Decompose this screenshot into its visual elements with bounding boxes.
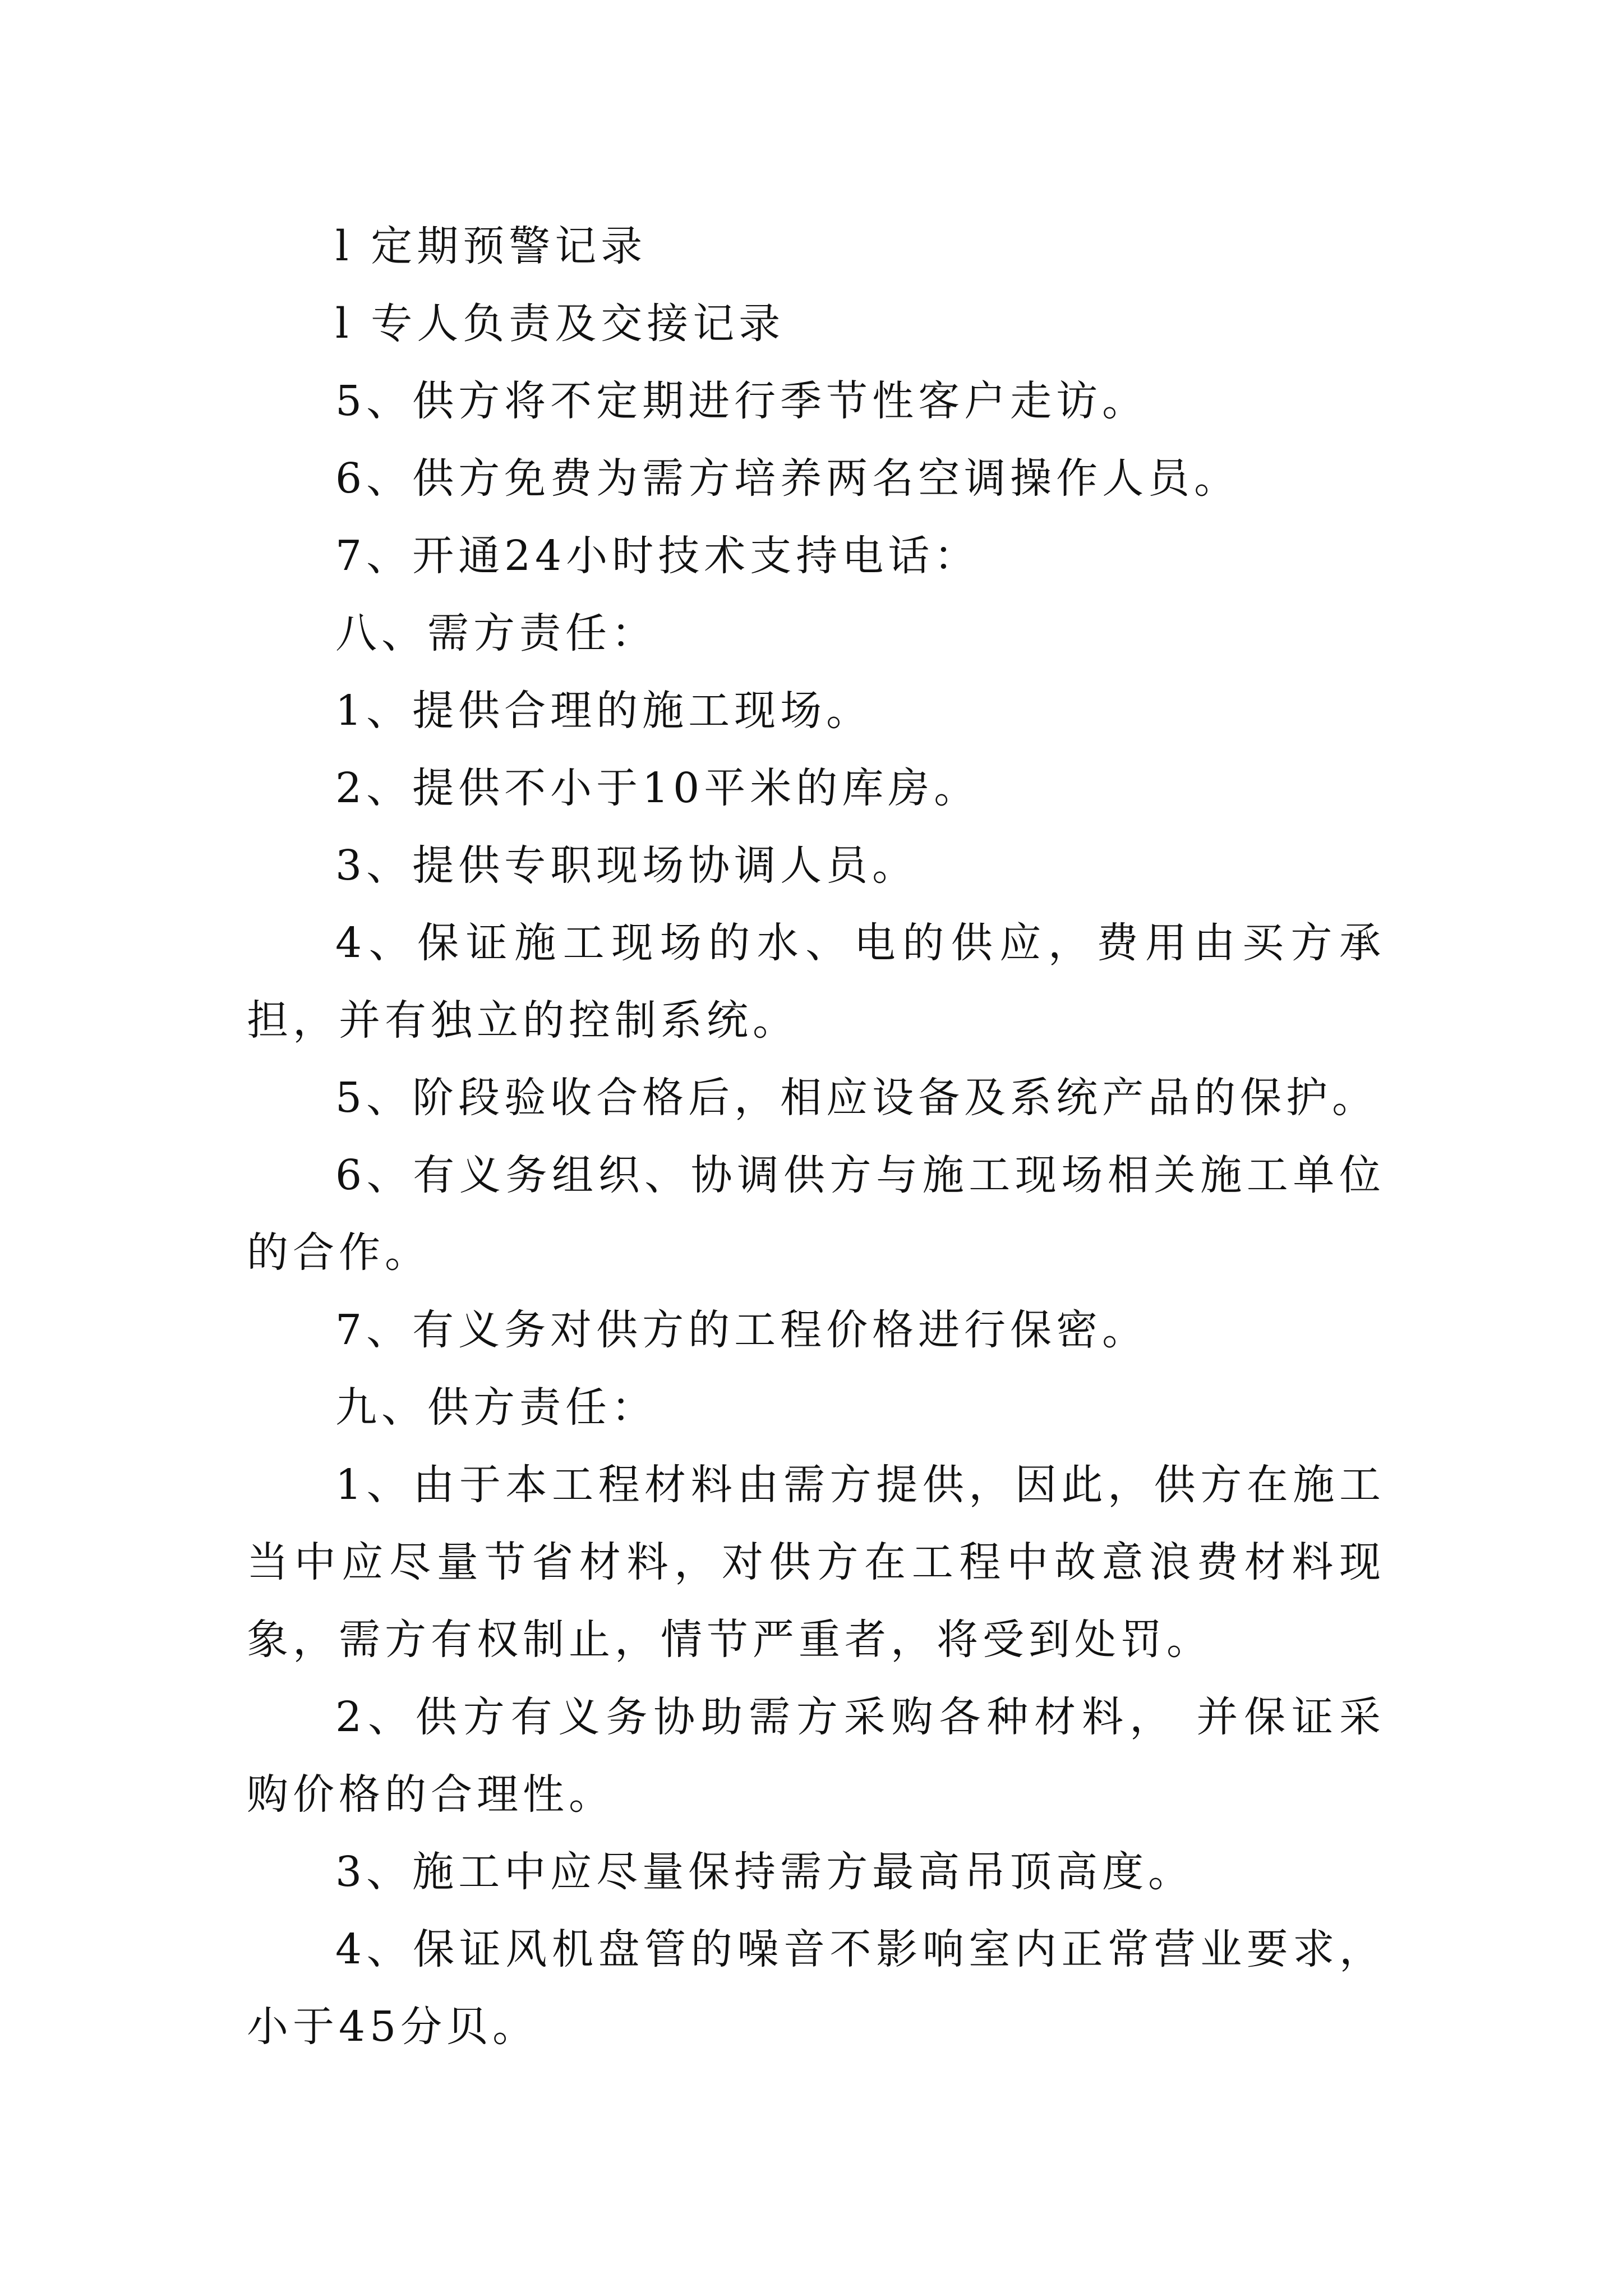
paragraph-buyer-item-1: 1、提供合理的施工现场。	[335, 687, 873, 735]
paragraph-item-6-operator-training: 6、供方免费为需方培养两名空调操作人员。	[335, 454, 1241, 503]
paragraph-buyer-item-6: 6、有义务组织、协调供方与施工现场相关施工单位的合作。	[247, 1151, 1385, 1277]
section-heading-buyer-responsibilities: 八、需方责任：	[335, 609, 657, 657]
paragraph-buyer-item-2: 2、提供不小于10平米的库房。	[335, 764, 980, 812]
paragraph-supplier-item-2: 2、供方有义务协助需方采购各种材料， 并保证采购价格的合理性。	[247, 1693, 1385, 1819]
paragraph-buyer-item-4: 4、保证施工现场的水、电的供应，费用由买方承担，并有独立的控制系统。	[247, 919, 1385, 1045]
paragraph-supplier-item-3: 3、施工中应尽量保持需方最高吊顶高度。	[335, 1848, 1195, 1896]
paragraph-bullet-warning-records: l 定期预警记录	[335, 222, 647, 270]
paragraph-item-7-support-hotline: 7、开通24小时技术支持电话：	[335, 532, 980, 580]
document-body	[247, 208, 1385, 2065]
paragraph-buyer-item-3: 3、提供专职现场协调人员。	[335, 841, 919, 890]
section-heading-supplier-responsibilities: 九、供方责任：	[335, 1383, 657, 1432]
paragraph-buyer-item-5: 5、阶段验收合格后，相应设备及系统产品的保护。	[335, 1074, 1378, 1122]
paragraph-item-5-customer-visits: 5、供方将不定期进行季节性客户走访。	[335, 377, 1149, 425]
paragraph-bullet-handover-records: l 专人负责及交接记录	[335, 300, 785, 348]
paragraph-supplier-item-1: 1、由于本工程材料由需方提供，因此，供方在施工当中应尽量节省材料，对供方在工程中故意浪费材料现象，需方有权制止，情节严重者，将受到处罚。	[247, 1461, 1385, 1664]
paragraph-supplier-item-4: 4、保证风机盘管的噪音不影响室内正常营业要求，小于45分贝。	[247, 1925, 1385, 2051]
paragraph-buyer-item-7: 7、有义务对供方的工程价格进行保密。	[335, 1306, 1149, 1354]
